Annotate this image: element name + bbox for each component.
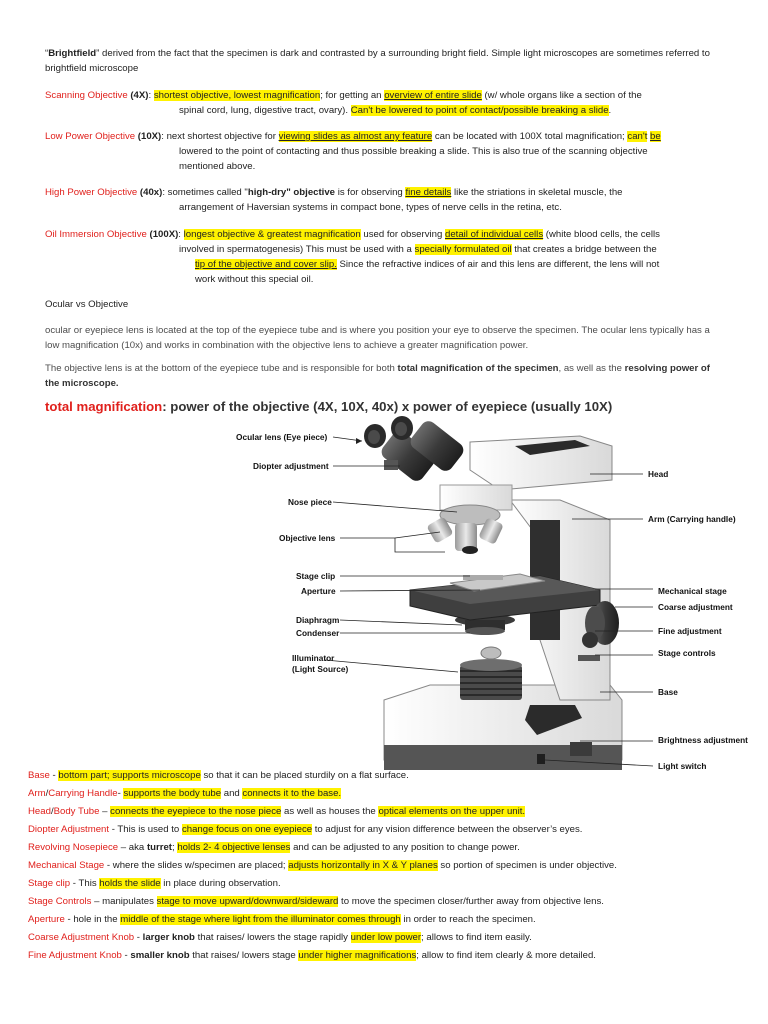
label-coarse-adjustment: Coarse adjustment <box>658 602 733 612</box>
text: is for observing <box>337 187 403 198</box>
label-base: Base <box>658 687 678 697</box>
brightfield-term: Brightfield <box>48 48 97 59</box>
highlight: viewing slides as almost any feature <box>278 131 433 142</box>
highlight: connects it to the base. <box>242 788 342 799</box>
text: to move the specimen closer/further away from objective lens. <box>338 896 604 907</box>
bold-text: total magnification of the specimen <box>397 363 559 374</box>
quote-open: “ <box>45 48 49 59</box>
scanning-objective-term: Scanning Objective <box>45 90 128 101</box>
highlight: overview of entire slide <box>384 90 482 101</box>
definitions-list <box>28 767 617 965</box>
label-ocular-lens: Ocular lens (Eye piece) <box>236 432 328 442</box>
high-mag: (40x) <box>139 187 163 198</box>
text: Since the refractive indices of air and this lens are different, the lens will not <box>336 259 660 270</box>
term: Base <box>28 770 50 781</box>
text: ; allows to find item easily. <box>421 932 532 943</box>
text: that raises/ lowers stage <box>189 950 299 961</box>
def-nosepiece <box>28 839 617 857</box>
text: spinal cord, lung, digestive tract, ovary). <box>179 105 349 116</box>
highlight: under low power <box>350 932 422 943</box>
text: ; allow to find item clearly & more detailed. <box>416 950 596 961</box>
bold-text: larger knob <box>142 932 195 943</box>
text: used for observing <box>363 229 443 240</box>
term: Arm <box>28 788 46 799</box>
text: - <box>117 788 124 799</box>
text: – manipulates <box>91 896 157 907</box>
def-base <box>28 767 617 785</box>
def-stage-controls <box>28 893 617 911</box>
highlight: connects the eyepiece to the nose piece <box>110 806 282 817</box>
label-fine-adjustment: Fine adjustment <box>658 626 722 636</box>
text: to adjust for any vision difference between the observer’s eyes. <box>312 824 583 835</box>
low-mag: (10X) <box>137 131 162 142</box>
text: in place during observation. <box>160 878 281 889</box>
text: work without this special oil. <box>195 274 314 285</box>
text: : next shortest objective for <box>161 131 276 142</box>
highlight: optical elements on the upper unit. <box>378 806 526 817</box>
label-nose-piece: Nose piece <box>288 497 332 507</box>
highlight: stage to move upward/downward/sideward <box>156 896 339 907</box>
def-stage-clip <box>28 875 617 893</box>
text: (white blood cells, the cells <box>545 229 660 240</box>
term: Aperture <box>28 914 65 925</box>
text: - <box>121 950 131 961</box>
text: mentioned above. <box>179 161 256 172</box>
label-condenser: Condenser <box>296 628 340 638</box>
ocular-paragraph: ocular or eyepiece lens is located at the top of the eyepiece tube and is where you position your eye to observe the specimen. The ocular lens typically has a low magnification (10x) and works in combination with the objective lens to achieve a greater magnification power. <box>45 325 710 351</box>
text: arrangement of Haversian systems in compact bone, types of nerve cells in the retina, etc. <box>179 202 562 213</box>
text: ; <box>172 842 178 853</box>
intro-text: ” derived from the fact that the specimen is dark and contrasted by a surrounding bright field. Simple light microscopes are sometimes referred to brightfield microscope <box>45 48 710 74</box>
bold-text: high-dry" objective <box>247 187 336 198</box>
term: Fine Adjustment Knob <box>28 950 122 961</box>
text: , as well as the <box>558 363 622 374</box>
highlight: tip of the objective and cover slip. <box>195 259 337 270</box>
text: can be located with 100X total magnification; <box>434 131 625 142</box>
term: Carrying Handle <box>48 788 118 799</box>
highlight: change focus on one eyepiece <box>181 824 313 835</box>
text: – aka <box>118 842 147 853</box>
text: (w/ whole organs like a section of the <box>484 90 642 101</box>
label-arm: Arm (Carrying handle) <box>648 514 736 524</box>
text: - This <box>70 878 100 889</box>
highlight: specially formulated oil <box>414 244 512 255</box>
label-illuminator: Illuminator <box>292 653 335 663</box>
term: Stage Controls <box>28 896 92 907</box>
highlight: can't <box>627 131 648 142</box>
text: that raises/ lowers the stage rapidly <box>194 932 351 943</box>
label-diaphragm: Diaphragm <box>296 615 340 625</box>
microscope-head <box>364 416 612 510</box>
label-stage-clip: Stage clip <box>296 571 336 581</box>
highlight: shortest objective, lowest magnification <box>153 90 321 101</box>
def-head <box>28 803 617 821</box>
highlight: bottom part; supports microscope <box>58 770 201 781</box>
term: Mechanical Stage <box>28 860 105 871</box>
highlight: fine details <box>405 187 452 198</box>
oil-mag: (100X) <box>149 229 179 240</box>
ocular-vs-objective-heading: Ocular vs Objective <box>45 299 129 310</box>
label-brightness-adjustment: Brightness adjustment <box>658 735 748 745</box>
def-aperture <box>28 911 617 929</box>
text: - This is used to <box>109 824 182 835</box>
def-coarse-knob <box>28 929 617 947</box>
highlight: under higher magnifications <box>298 950 417 961</box>
highlight: adjusts horizontally in X & Y planes <box>288 860 438 871</box>
text: as well as houses the <box>281 806 379 817</box>
scanning-mag: (4X) <box>130 90 149 101</box>
text: / <box>45 788 49 799</box>
term: Diopter Adjustment <box>28 824 110 835</box>
text: in order to reach the specimen. <box>400 914 536 925</box>
label-objective-lens: Objective lens <box>279 533 336 543</box>
period: . <box>608 105 612 116</box>
highlight: Can't be lowered to point of contact/possible breaking a slide <box>350 105 609 116</box>
high-power-term: High Power Objective <box>45 187 138 198</box>
formula: : power of the objective (4X, 10X, 40x) x power of eyepiece (usually 10X) <box>162 399 613 414</box>
label-stage-controls: Stage controls <box>658 648 716 658</box>
text: / <box>50 806 54 817</box>
label-light-source: (Light Source) <box>292 664 349 674</box>
term: Coarse Adjustment Knob <box>28 932 135 943</box>
text: that creates a bridge between the <box>514 244 657 255</box>
term: Stage clip <box>28 878 71 889</box>
term: Revolving Nosepiece <box>28 842 119 853</box>
def-arm <box>28 785 617 803</box>
bold-text: turret <box>146 842 172 853</box>
nosepiece-objectives <box>426 505 503 554</box>
text: : sometimes called " <box>162 187 248 198</box>
text: The objective lens is at the bottom of the eyepiece tube and is responsible for both <box>45 363 395 374</box>
oil-immersion-term: Oil Immersion Objective <box>45 229 147 240</box>
text: – <box>99 806 111 817</box>
label-diopter-adjustment: Diopter adjustment <box>253 461 329 471</box>
label-aperture: Aperture <box>301 586 336 596</box>
bold-text: resolving power of the microscope. <box>45 363 710 389</box>
low-power-term: Low Power Objective <box>45 131 136 142</box>
label-head: Head <box>648 469 669 479</box>
highlight: middle of the stage where light from the illuminator comes through <box>120 914 401 925</box>
colon: : <box>148 90 152 101</box>
text: - where the slides w/specimen are placed; <box>104 860 289 871</box>
def-diopter <box>28 821 617 839</box>
colon: : <box>178 229 181 240</box>
highlight: detail of individual cells <box>444 229 544 240</box>
text: so portion of specimen is under objective. <box>437 860 617 871</box>
label-light-switch: Light switch <box>658 761 707 771</box>
total-magnification-term: total magnification <box>45 399 163 414</box>
highlight: be <box>650 131 661 142</box>
text: - hole in the <box>64 914 121 925</box>
def-fine-knob <box>28 947 617 965</box>
highlight: holds 2- 4 objective lenses <box>177 842 291 853</box>
text: like the striations in skeletal muscle, the <box>453 187 623 198</box>
term: Head <box>28 806 51 817</box>
text: involved in spermatogenesis) This must be used with a <box>179 244 412 255</box>
highlight: longest objective & greatest magnification <box>183 229 361 240</box>
illuminator <box>460 647 522 700</box>
text: - <box>134 932 143 943</box>
text: so that it can be placed sturdily on a flat surface. <box>200 770 409 781</box>
label-mechanical-stage: Mechanical stage <box>658 586 727 596</box>
highlight: holds the slide <box>99 878 161 889</box>
text: lowered to the point of contacting and thus possible breaking a slide. This is also true of the scanning objective <box>179 146 648 157</box>
term: Body Tube <box>53 806 100 817</box>
text: - <box>49 770 59 781</box>
def-mechanical-stage <box>28 857 617 875</box>
text: and can be adjusted to any position to change power. <box>290 842 520 853</box>
text: and <box>221 788 243 799</box>
highlight: supports the body tube <box>123 788 222 799</box>
text: ; for getting an <box>320 90 382 101</box>
bold-text: smaller knob <box>130 950 190 961</box>
